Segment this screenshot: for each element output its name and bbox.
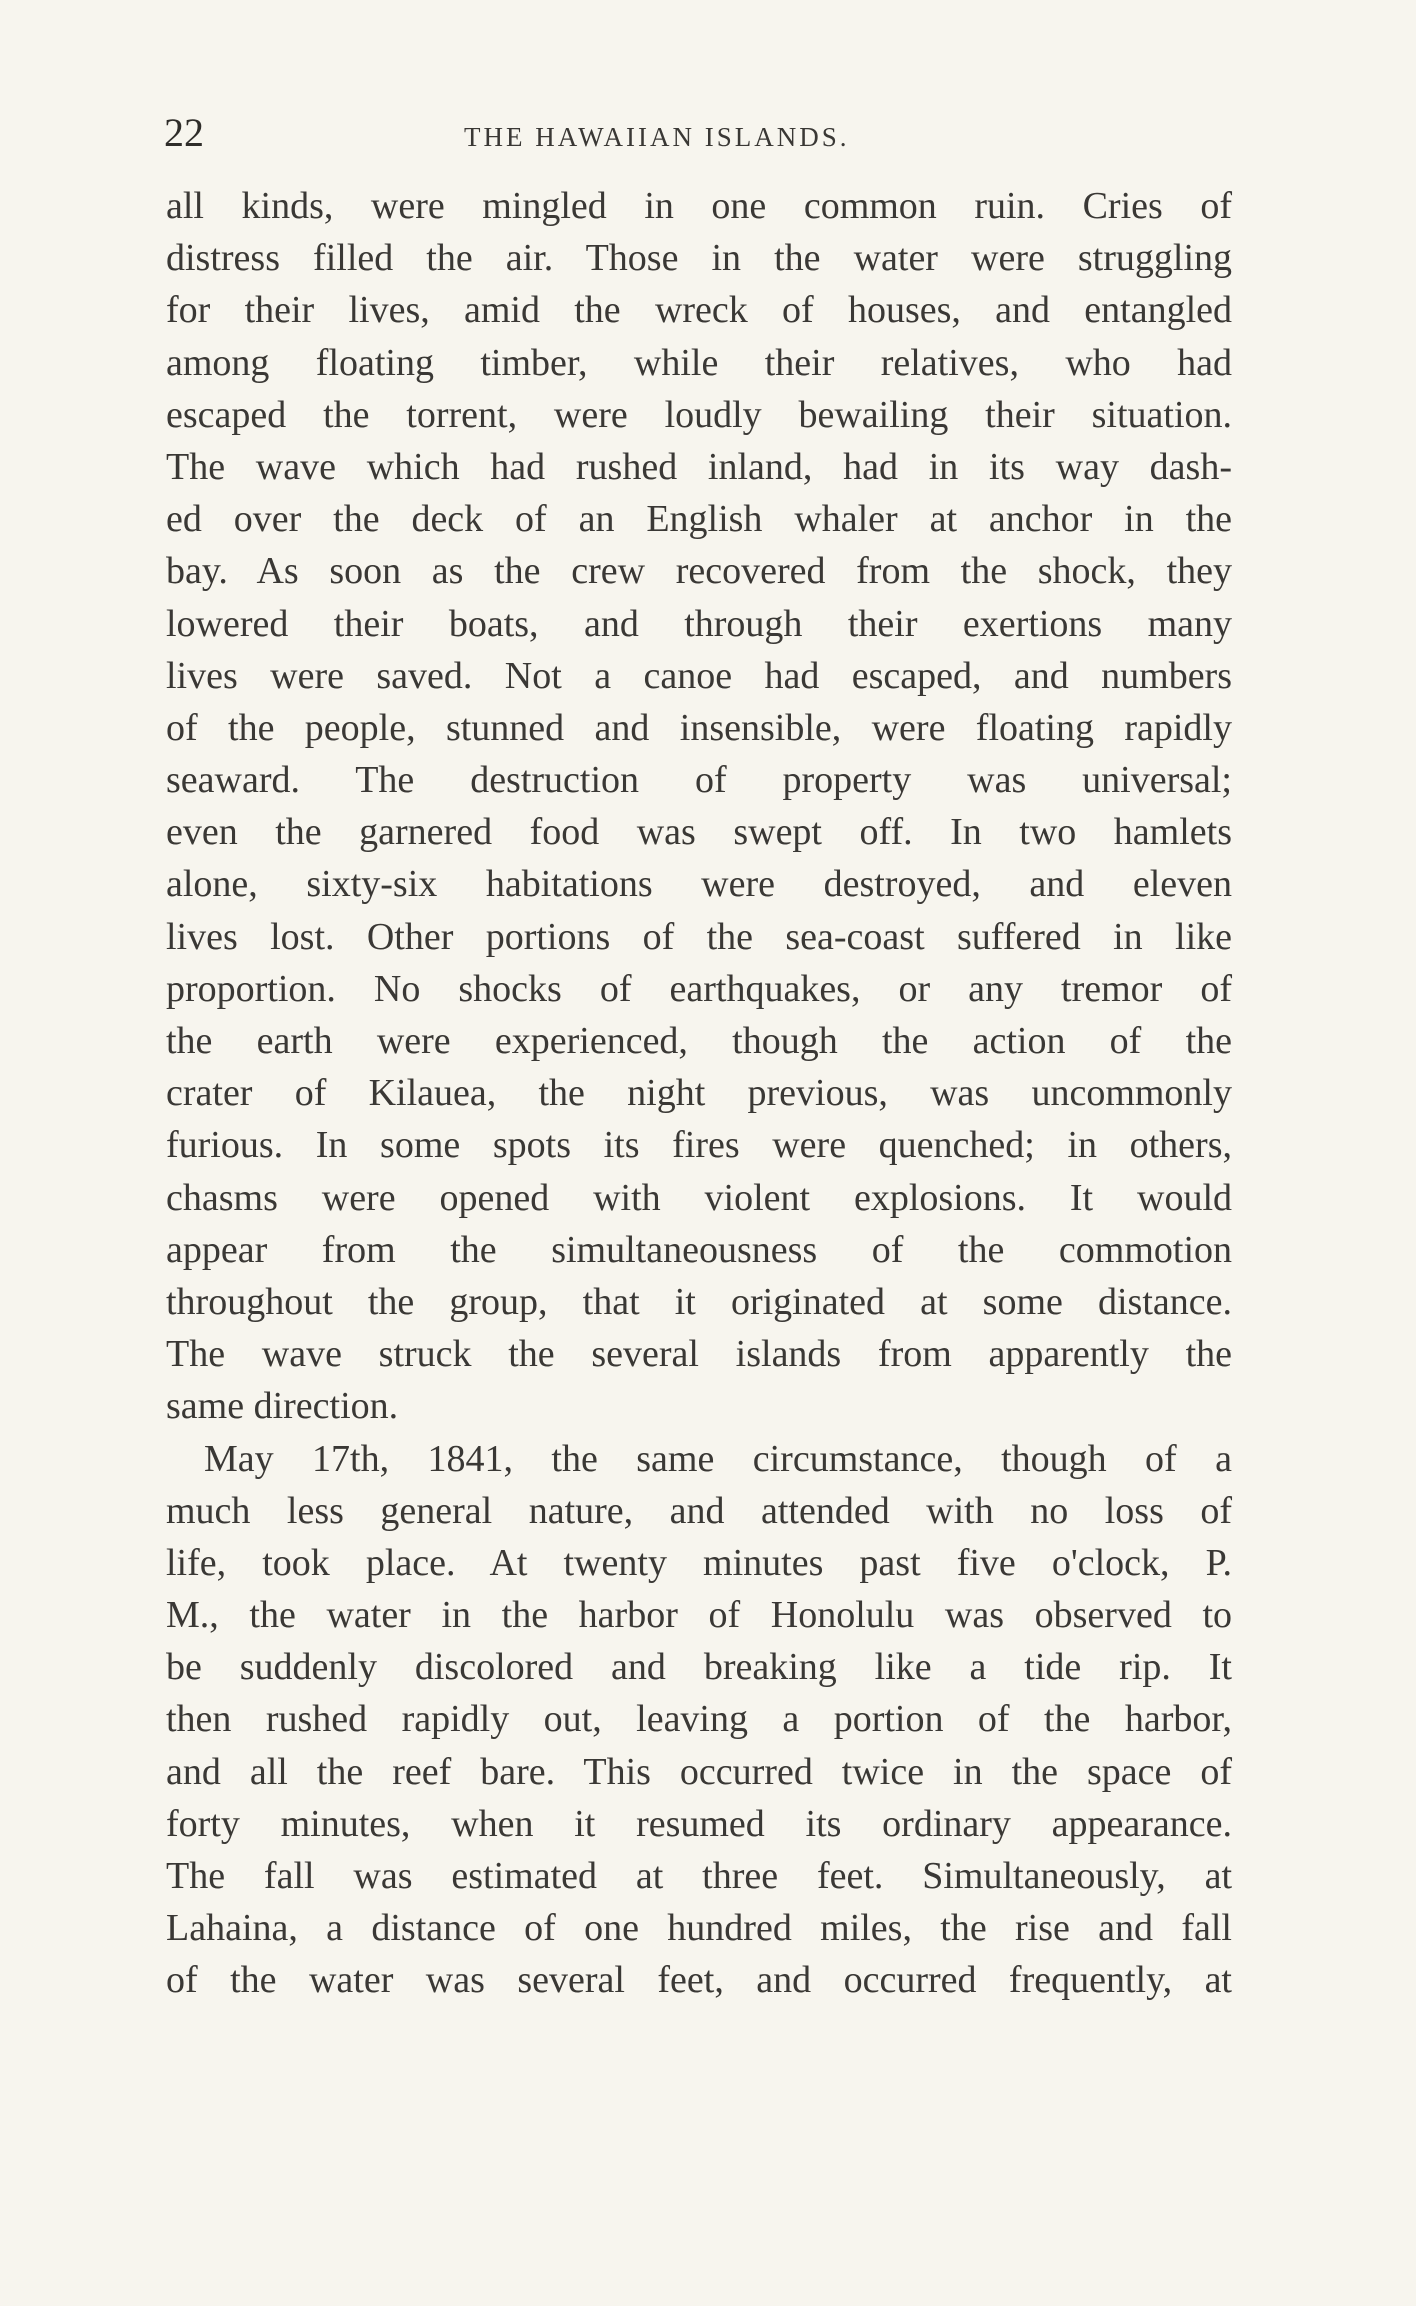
- text-line: lives were saved. Not a canoe had escaped, and numbers: [166, 654, 1232, 697]
- text-line: all kinds, were mingled in one common ruin. Cries of: [166, 185, 1232, 227]
- text-line: of the water was several feet, and occurred frequently, at: [166, 1959, 1232, 2002]
- text-line: life, took place. At twenty minutes past five o'clock, P.: [166, 1541, 1232, 1584]
- paragraph-start-line: May 17th, 1841, the same circumstance, though of a: [204, 1437, 1232, 1480]
- text-line: alone, sixty-six habitations were destroyed, and eleven: [166, 863, 1232, 906]
- text-line: forty minutes, when it resumed its ordinary appearance.: [166, 1802, 1232, 1845]
- text-line: be suddenly discolored and breaking like a tide rip. It: [166, 1646, 1232, 1689]
- text-line: The wave struck the several islands from apparently the: [166, 1333, 1232, 1376]
- text-line: seaward. The destruction of property was universal;: [166, 759, 1232, 802]
- text-line: Lahaina, a distance of one hundred miles, the rise and fall: [166, 1907, 1232, 1950]
- text-line: chasms were opened with violent explosions. It would: [166, 1176, 1232, 1219]
- text-line: for their lives, amid the wreck of houses, and entangled: [166, 289, 1232, 332]
- text-line: lives lost. Other portions of the sea-coast suffered in like: [166, 915, 1232, 958]
- text-line: appear from the simultaneousness of the commotion: [166, 1228, 1232, 1271]
- page-number: 22: [164, 110, 204, 155]
- text-line: distress filled the air. Those in the water were struggling: [166, 237, 1232, 280]
- text-line: M., the water in the harbor of Honolulu was observed to: [166, 1594, 1232, 1637]
- text-line: escaped the torrent, were loudly bewailing their situation.: [166, 393, 1232, 436]
- text-line: the earth were experienced, though the action of the: [166, 1020, 1232, 1062]
- text-line: and all the reef bare. This occurred twice in the space of: [166, 1750, 1232, 1793]
- text-line: crater of Kilauea, the night previous, was uncommonly: [166, 1072, 1232, 1115]
- text-line: ed over the deck of an English whaler at anchor in the: [166, 498, 1232, 541]
- text-line: even the garnered food was swept off. In two hamlets: [166, 811, 1232, 854]
- text-line: lowered their boats, and through their exertions many: [166, 602, 1232, 645]
- paragraph-end-line: same direction.: [166, 1385, 399, 1428]
- body-text: [166, 180, 1232, 2007]
- page-header: [164, 108, 1224, 158]
- running-head: THE HAWAIIAN ISLANDS.: [464, 122, 850, 152]
- text-line: much less general nature, and attended with no loss of: [166, 1489, 1232, 1532]
- text-line: The fall was estimated at three feet. Simultaneously, at: [166, 1855, 1232, 1897]
- text-line: throughout the group, that it originated at some distance.: [166, 1280, 1232, 1323]
- text-line: of the people, stunned and insensible, were floating rapidly: [166, 706, 1232, 749]
- text-line: bay. As soon as the crew recovered from the shock, they: [166, 550, 1232, 593]
- text-line: among floating timber, while their relatives, who had: [166, 341, 1232, 384]
- text-line: then rushed rapidly out, leaving a portion of the harbor,: [166, 1698, 1232, 1741]
- text-line: proportion. No shocks of earthquakes, or any tremor of: [166, 967, 1232, 1010]
- text-line: The wave which had rushed inland, had in its way dash-: [166, 445, 1232, 488]
- text-line: furious. In some spots its fires were quenched; in others,: [166, 1124, 1232, 1167]
